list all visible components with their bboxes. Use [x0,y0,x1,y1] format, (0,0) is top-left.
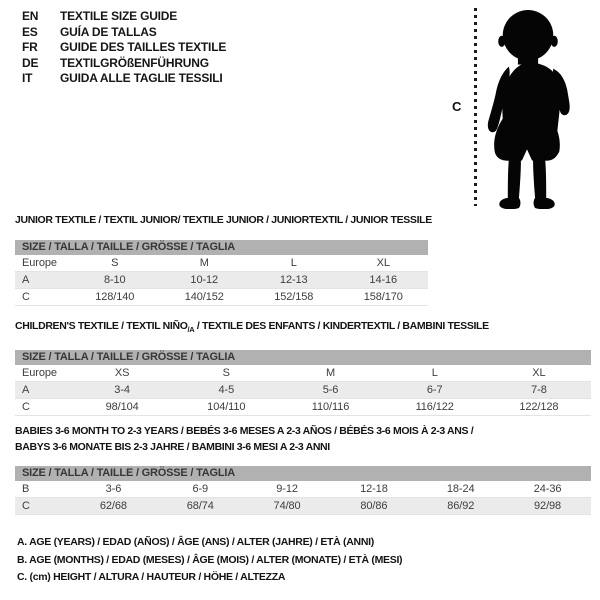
table-cell: 140/152 [184,291,224,303]
table-cell: 10-12 [190,274,219,286]
row-label: A [22,274,30,286]
junior-size-table [15,240,428,306]
row-label: B [22,483,30,495]
table-cell: 98/104 [105,401,139,414]
table-cell: L [431,367,438,380]
table-cell: S [111,257,119,269]
language-code: ES [22,24,38,39]
table-header: SIZE / TALLA / TAILLE / GRÖSSE / TAGLIA [15,350,591,365]
row-label: C [22,401,30,414]
table-row [15,272,428,289]
language-title: TEXTILGRÖßENFÜHRUNG [60,55,209,70]
table-cell: 4-5 [218,384,235,397]
language-code: FR [22,40,38,54]
table-cell: 5-6 [322,384,339,397]
table-cell: 8-10 [103,274,126,286]
table-cell: 68/74 [186,500,214,512]
table-row [15,382,591,399]
row-label: Europe [22,257,57,269]
language-title: GUÍA DE TALLAS [60,24,157,39]
height-measure-label: C [452,99,462,114]
language-title: GUIDE DES TAILLES TEXTILE [60,40,227,54]
children-section [15,320,591,416]
language-row [22,9,226,25]
row-label: C [22,291,30,303]
language-row [22,71,226,87]
table-cell: L [290,257,297,269]
height-figure [450,8,580,210]
language-list [22,9,226,87]
table-cell: 6-9 [192,483,209,495]
table-cell: 6-7 [426,384,443,397]
table-cell: 158/170 [363,291,403,303]
table-cell: 86/92 [447,500,475,512]
measure-legend [17,534,402,587]
babies-section-title [15,424,591,455]
table-cell: 74/80 [273,500,301,512]
language-title: TEXTILE SIZE GUIDE [60,9,178,23]
table-cell: 9-12 [276,483,298,495]
table-cell: XS [114,367,130,380]
table-header: SIZE / TALLA / TAILLE / GRÖSSE / TAGLIA [15,466,591,481]
children-section-title [15,320,591,336]
table-cell: 12-18 [360,483,388,495]
language-code: DE [22,55,39,70]
legend-line-height-cm: C. (cm) HEIGHT / ALTURA / HAUTEUR / HÖHE / ALTEZZA [17,571,286,583]
language-row [22,25,226,41]
legend-line-age-years: A. AGE (YEARS) / EDAD (AÑOS) / ÂGE (ANS) / ALTER (JAHRE) / ETÀ (ANNI) [17,536,374,548]
table-cell: 104/110 [207,401,246,414]
table-row [15,498,591,515]
table-cell: 116/122 [415,401,454,414]
language-code: EN [22,9,39,23]
table-cell: 110/116 [311,401,350,414]
table-cell: S [222,367,230,380]
section-title-line: BABYS 3-6 MONATE BIS 2-3 JAHRE / BAMBINI 3-6 MESI A 2-3 ANNI [15,440,330,453]
table-cell: 122/128 [519,401,559,414]
row-label: Europe [22,367,57,380]
table-cell: 24-36 [533,483,562,495]
row-label: C [22,500,30,512]
table-header: SIZE / TALLA / TAILLE / GRÖSSE / TAGLIA [15,240,428,255]
table-cell: 80/86 [360,500,388,512]
section-title-line: BABIES 3-6 MONTH TO 2-3 YEARS / BEBÉS 3-6 MESES A 2-3 AÑOS / BÉBÉS 3-6 MOIS À 2-3 ANS / [15,425,474,437]
section-title-subscript: /A [187,325,195,335]
table-cell: XL [532,367,546,380]
baby-silhouette-icon [482,8,572,209]
babies-section [15,424,591,515]
table-cell: 128/140 [95,291,135,303]
table-row [15,365,591,382]
language-row [22,40,226,56]
babies-size-table [15,466,591,515]
table-cell: M [199,257,209,269]
table-cell: 14-16 [369,274,398,286]
junior-section [15,214,432,306]
table-row [15,399,591,416]
table-row [15,289,428,306]
table-cell: 92/98 [534,500,562,512]
legend-line-age-months: B. AGE (MONTHS) / EDAD (MESES) / ÂGE (MOIS) / ALTER (MONATE) / ETÀ (MESI) [17,553,403,566]
table-cell: 152/158 [274,291,314,303]
language-code: IT [22,71,33,85]
table-cell: 3-4 [114,384,130,397]
junior-section-title: JUNIOR TEXTILE / TEXTIL JUNIOR/ TEXTILE JUNIOR / JUNIORTEXTIL / JUNIOR TESSILE [15,214,432,226]
height-measure-dashed-line [474,8,477,206]
table-cell: 7-8 [531,384,547,397]
section-title-text: / TEXTILE DES ENFANTS / KINDERTEXTIL / BAMBINI TESSILE [194,320,489,332]
table-cell: 18-24 [446,483,475,495]
table-cell: M [325,367,336,380]
table-cell: 62/68 [99,500,127,512]
language-title: GUIDA ALLE TAGLIE TESSILI [60,71,223,85]
row-label: A [22,384,30,397]
table-row [15,481,591,498]
table-cell: XL [376,257,390,269]
language-row [22,56,226,72]
table-row [15,255,428,272]
table-cell: 3-6 [105,483,122,495]
children-size-table [15,350,591,416]
section-title-text: CHILDREN'S TEXTILE / TEXTIL NIÑO [15,320,188,332]
table-cell: 12-13 [279,274,308,286]
